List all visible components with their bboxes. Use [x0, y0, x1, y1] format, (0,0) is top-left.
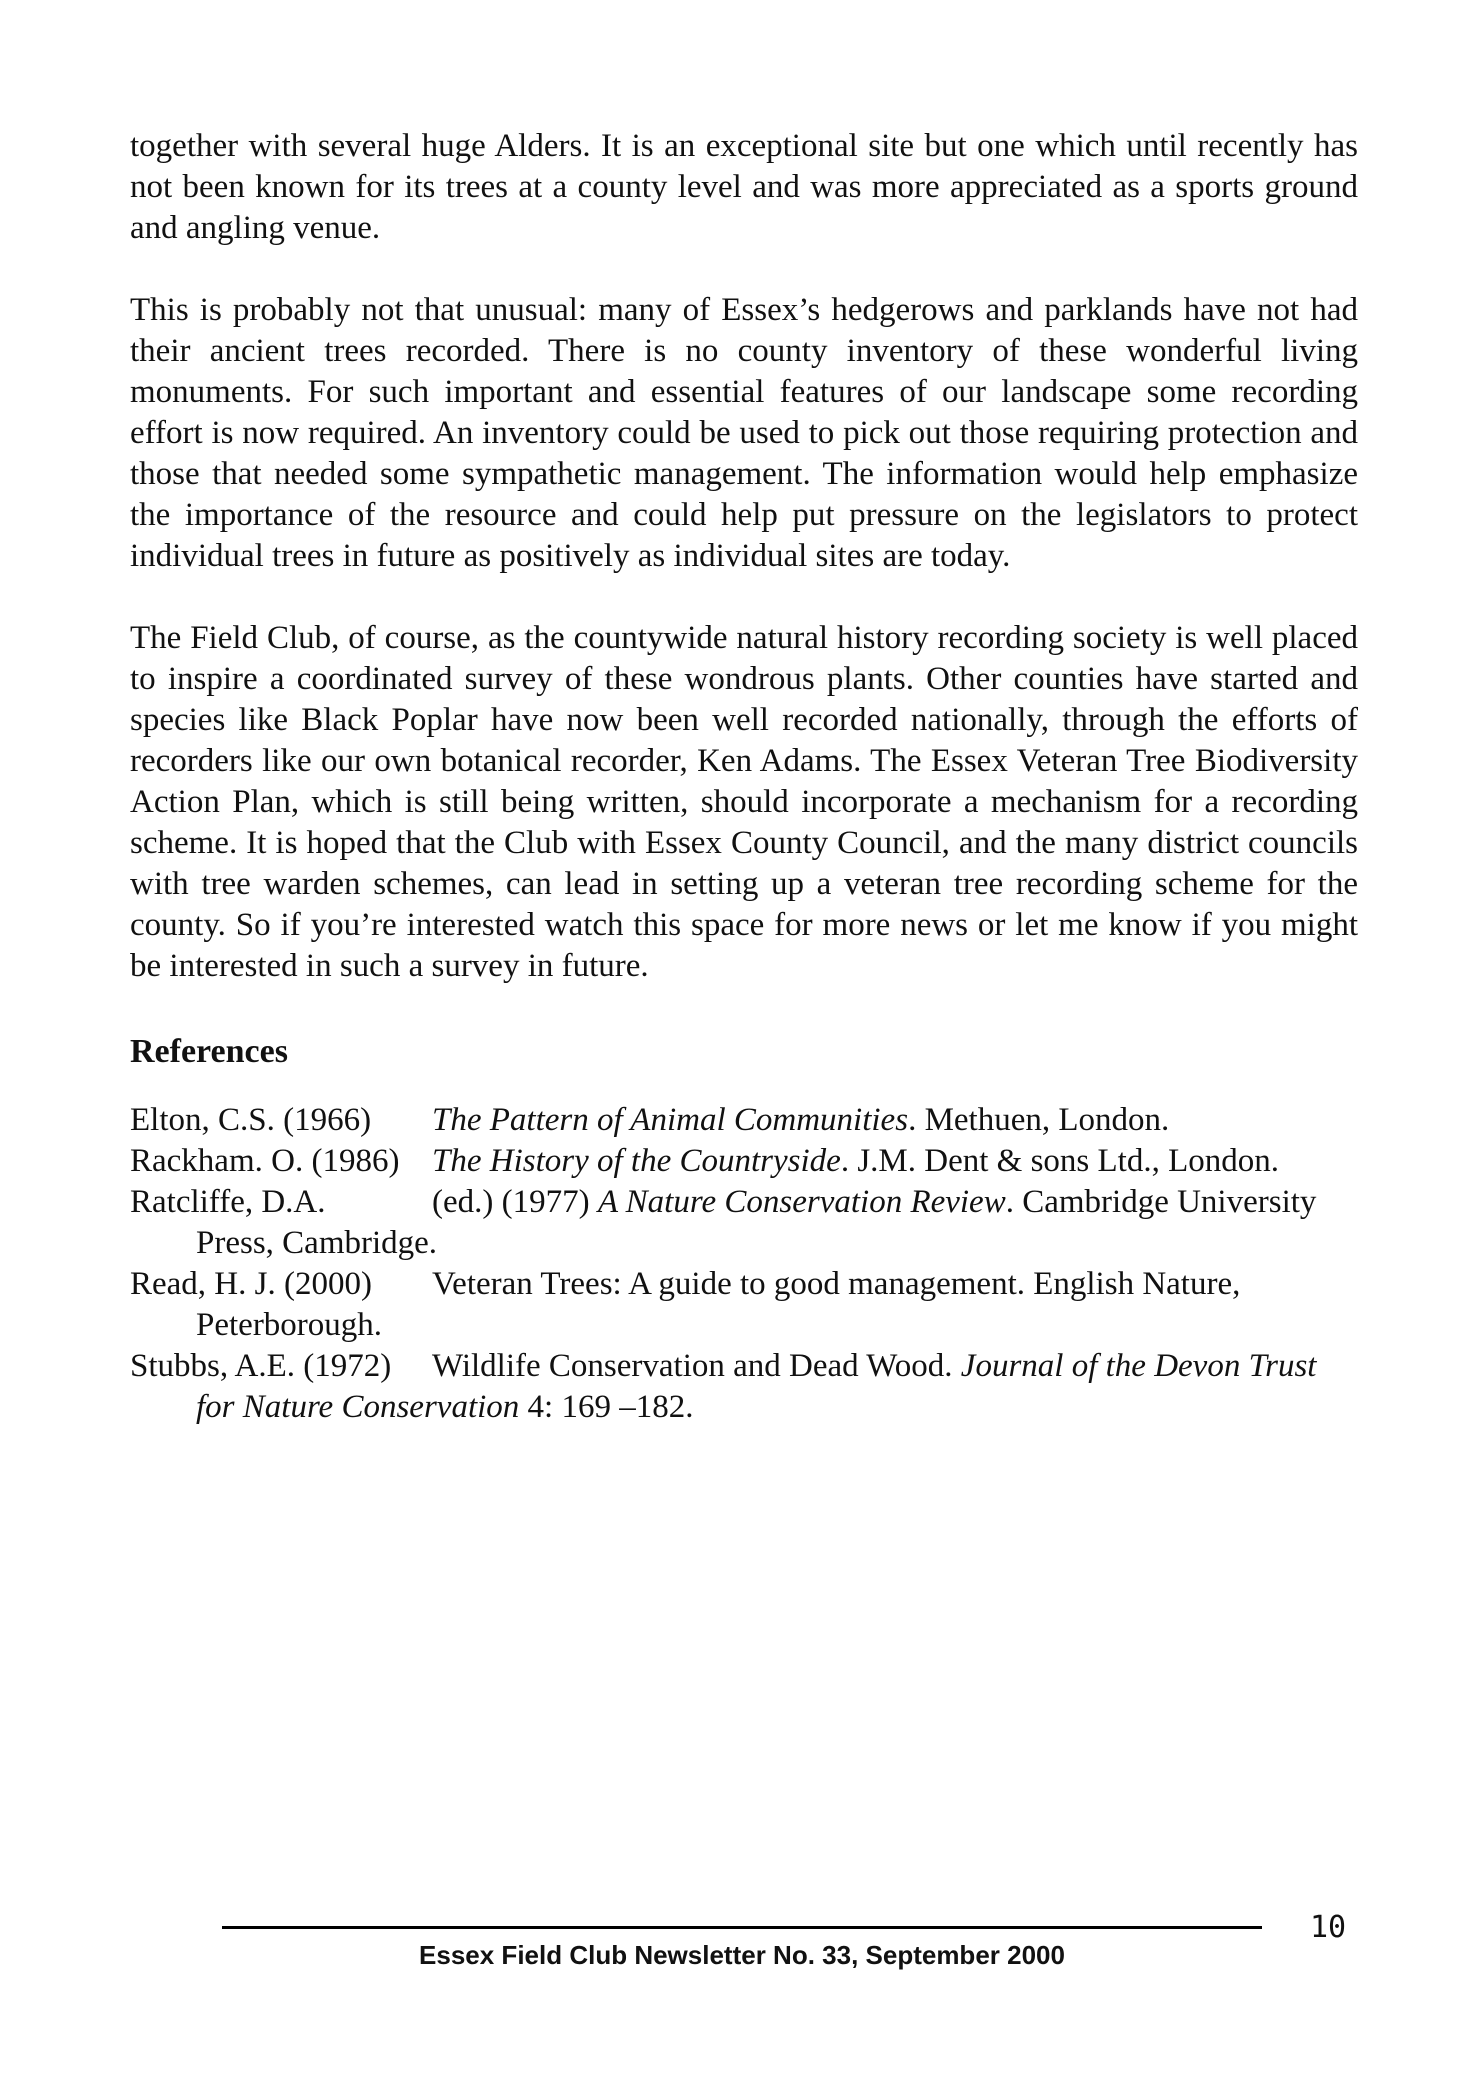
reference-title: Journal of the Devon Trust for Nature Conservation	[196, 1348, 1317, 1425]
reference-text: Wildlife Conservation and Dead Wood.	[432, 1348, 961, 1384]
reference-title: A Nature Conservation Review	[597, 1184, 1006, 1220]
reference-text: . Methuen, London.	[908, 1102, 1170, 1138]
reference-text: . Cambridge University Press, Cambridge.	[196, 1184, 1317, 1261]
references-heading: References	[130, 1033, 288, 1070]
paragraph-3: The Field Club, of course, as the countywide natural history recording society is well placed to inspire a coordinated survey of these wondrous plants. Other counties have started and species like Black Poplar have now been well recorded nationally, through the efforts of recorders like our own botanical recorder, Ken Adams. The Essex Veteran Tree Biodiversity Action Plan, which is still being written, should incorporate a mechanism for a recording scheme. It is hoped that the Club with Essex County Council, and the many district councils with tree warden schemes, can lead in setting up a veteran tree recording scheme for the county. So if you’re interested watch this space for more news or let me know if you might be interested in such a survey in future.	[130, 620, 1358, 984]
reference-author: Stubbs, A.E. (1972)	[130, 1348, 392, 1384]
paragraph-1: together with several huge Alders. It is an exceptional site but one which until recently has not been known for its trees at a county level and was more appreciated as a sports ground and angling venue.	[130, 128, 1358, 246]
paragraph-2: This is probably not that unusual: many of Essex’s hedgerows and parklands have not had their ancient trees recorded. There is no county inventory of these wonderful living monuments. For such important and essential features of our landscape some recording effort is now required. An inventory could be used to pick out those requiring protection and those that needed some sympathetic management. The information would help emphasize the importance of the resource and could help put pressure on the legislators to protect individual trees in future as positively as individual sites are today.	[130, 292, 1358, 574]
reference-item	[130, 1100, 1358, 1141]
reference-author: Rackham. O. (1986)	[130, 1143, 400, 1179]
reference-author: Read, H. J. (2000)	[130, 1266, 372, 1302]
reference-item	[130, 1182, 1358, 1264]
article-body	[130, 126, 1358, 1428]
reference-title: The Pattern of Animal Communities	[432, 1102, 909, 1138]
footer-title: Essex Field Club Newsletter No. 33, September 2000	[419, 1940, 1065, 1970]
reference-text: Veteran Trees: A guide to good management. English Nature, Peterborough.	[196, 1266, 1241, 1343]
reference-title: The History of the Countryside	[432, 1143, 841, 1179]
footer-divider	[222, 1926, 1262, 1929]
reference-item	[130, 1141, 1358, 1182]
reference-author: Elton, C.S. (1966)	[130, 1102, 372, 1138]
reference-text: . J.M. Dent & sons Ltd., London.	[840, 1143, 1279, 1179]
reference-text: (ed.) (1977)	[432, 1184, 598, 1220]
page-number: 10	[1310, 1910, 1347, 1945]
reference-text: 4: 169 –182.	[519, 1389, 694, 1425]
reference-item	[130, 1264, 1358, 1346]
reference-item	[130, 1346, 1358, 1428]
reference-author: Ratcliffe, D.A.	[130, 1184, 326, 1220]
references-list	[130, 1100, 1358, 1428]
